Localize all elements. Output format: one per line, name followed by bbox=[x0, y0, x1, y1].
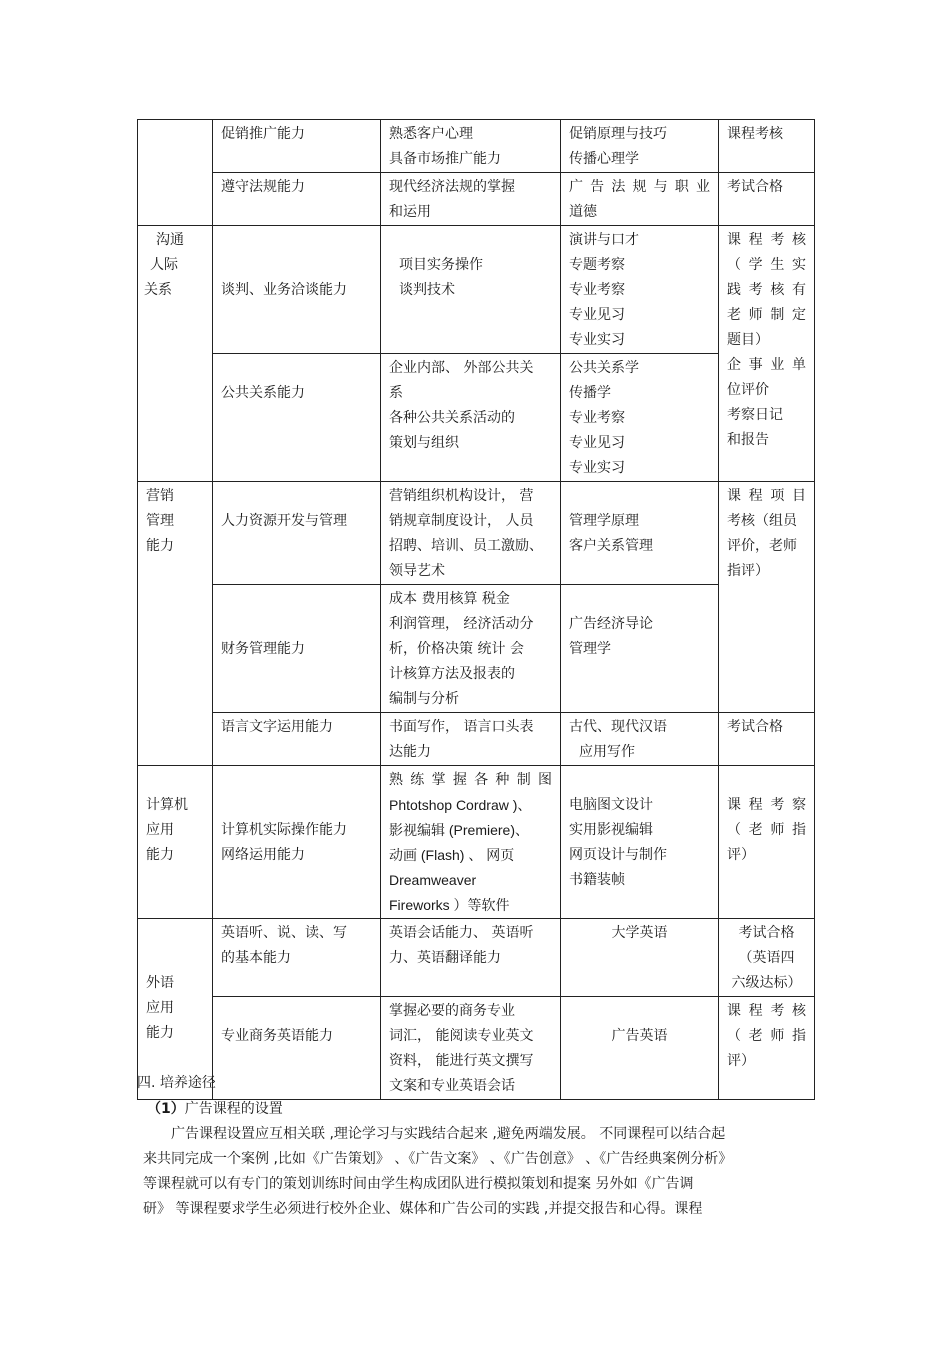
ability-cell: 促销推广能力 bbox=[213, 120, 381, 173]
assessment-cell: 考试合格 bbox=[719, 713, 815, 766]
category-cell: 计算机 应用 能力 bbox=[138, 766, 213, 919]
content-cell: 现代经济法规的掌握 和运用 bbox=[381, 173, 561, 226]
assessment-cell: 考试合格 bbox=[719, 173, 815, 226]
assessment-cell: 课程考核 bbox=[719, 120, 815, 173]
table-row bbox=[138, 766, 815, 919]
ability-cell: 计算机实际操作能力 网络运用能力 bbox=[213, 766, 381, 919]
section-heading: 四. 培养途径 bbox=[137, 1075, 216, 1091]
course-cell: 广告经济导论 管理学 bbox=[561, 585, 719, 713]
assessment-cell: 课程项目 考核（组员 评价，老师 指评） bbox=[719, 482, 815, 713]
content-cell: 项目实务操作 谈判技术 bbox=[381, 226, 561, 354]
paragraph-line: 研》 等课程要求学生必须进行校外企业、媒体和广告公司的实践 ,并提交报告和心得。课程 bbox=[143, 1201, 703, 1217]
body-paragraph bbox=[143, 1122, 793, 1222]
content-cell: 熟练掌握各种制图 Phtotshop Cordraw )、 影视编辑 (Premiere)、 动画 (Flash) 、 网页 Dreamweaver Fireworks ）等软件 bbox=[381, 766, 561, 919]
course-cell: 古代、现代汉语 应用写作 bbox=[561, 713, 719, 766]
ability-cell: 谈判、业务洽谈能力 bbox=[213, 226, 381, 354]
assessment-cell: 考试合格 （英语四 六级达标） bbox=[719, 919, 815, 997]
ability-cell: 人力资源开发与管理 bbox=[213, 482, 381, 585]
category-cell: 营销 管理 能力 bbox=[138, 482, 213, 766]
table-row bbox=[138, 713, 815, 766]
content-cell: 成本 费用核算 税金 利润管理， 经济活动分 析，价格决策 统计 会 计核算方法及报表的 编制与分析 bbox=[381, 585, 561, 713]
subheading-number: （1） bbox=[147, 1101, 185, 1117]
category-cell: 外语 应用 能力 bbox=[138, 919, 213, 1100]
table-row bbox=[138, 120, 815, 173]
content-cell: 书面写作， 语言口头表 达能力 bbox=[381, 713, 561, 766]
subheading-text: 广告课程的设置 bbox=[184, 1101, 283, 1117]
subheading bbox=[147, 1097, 827, 1122]
course-cell: 促销原理与技巧 传播心理学 bbox=[561, 120, 719, 173]
paragraph-line: 来共同完成一个案例 ,比如《广告策划》 、《广告文案》 、《广告创意》 、《广告经典案例分析》 bbox=[143, 1151, 733, 1167]
course-cell: 电脑图文设计 实用影视编辑 网页设计与制作 书籍装帧 bbox=[561, 766, 719, 919]
content-cell: 英语会话能力、 英语听 力、英语翻译能力 bbox=[381, 919, 561, 997]
category-cell: 沟通 人际 关系 bbox=[138, 226, 213, 482]
table-row bbox=[138, 354, 815, 482]
ability-cell: 英语听、说、读、写 的基本能力 bbox=[213, 919, 381, 997]
ability-cell: 语言文字运用能力 bbox=[213, 713, 381, 766]
assessment-cell: 课程考察 （老师指 评） bbox=[719, 766, 815, 919]
content-cell: 营销组织机构设计， 营 销规章制度设计， 人员 招聘、培训、员工激励、 领导艺术 bbox=[381, 482, 561, 585]
course-cell: 演讲与口才 专题考察 专业考察 专业见习 专业实习 bbox=[561, 226, 719, 354]
assessment-cell: 课程考核 （学生实 践考核有 老师制定 题目） 企事业单 位评价 考察日记 和报告 bbox=[719, 226, 815, 482]
table-row bbox=[138, 226, 815, 354]
content-cell: 掌握必要的商务专业 词汇， 能阅读专业英文 资料， 能进行英文撰写 文案和专业英语会话 bbox=[381, 997, 561, 1100]
content-cell: 熟悉客户心理 具备市场推广能力 bbox=[381, 120, 561, 173]
ability-cell: 专业商务英语能力 bbox=[213, 997, 381, 1100]
table-row bbox=[138, 919, 815, 997]
paragraph-line: 等课程就可以有专门的策划训练时间由学生构成团队进行模拟策划和提案 另外如《广告调 bbox=[143, 1176, 694, 1192]
course-cell: 大学英语 bbox=[561, 919, 719, 997]
table-row bbox=[138, 585, 815, 713]
ability-cell: 公共关系能力 bbox=[213, 354, 381, 482]
table-row bbox=[138, 482, 815, 585]
ability-cell: 财务管理能力 bbox=[213, 585, 381, 713]
curriculum-table bbox=[137, 119, 815, 1100]
content-cell: 企业内部、 外部公共关 系 各种公共关系活动的 策划与组织 bbox=[381, 354, 561, 482]
assessment-cell: 课程考核 （老师指 评） bbox=[719, 997, 815, 1100]
course-cell: 广告英语 bbox=[561, 997, 719, 1100]
course-cell: 公共关系学 传播学 专业考察 专业见习 专业实习 bbox=[561, 354, 719, 482]
paragraph-line: 广告课程设置应互相关联 ,理论学习与实践结合起来 ,避免两端发展。 不同课程可以结合起 bbox=[171, 1126, 726, 1142]
course-cell: 广告法规与职业 道德 bbox=[561, 173, 719, 226]
table-row bbox=[138, 173, 815, 226]
ability-cell: 遵守法规能力 bbox=[213, 173, 381, 226]
empty-category-cell bbox=[138, 120, 213, 226]
course-cell: 管理学原理 客户关系管理 bbox=[561, 482, 719, 585]
